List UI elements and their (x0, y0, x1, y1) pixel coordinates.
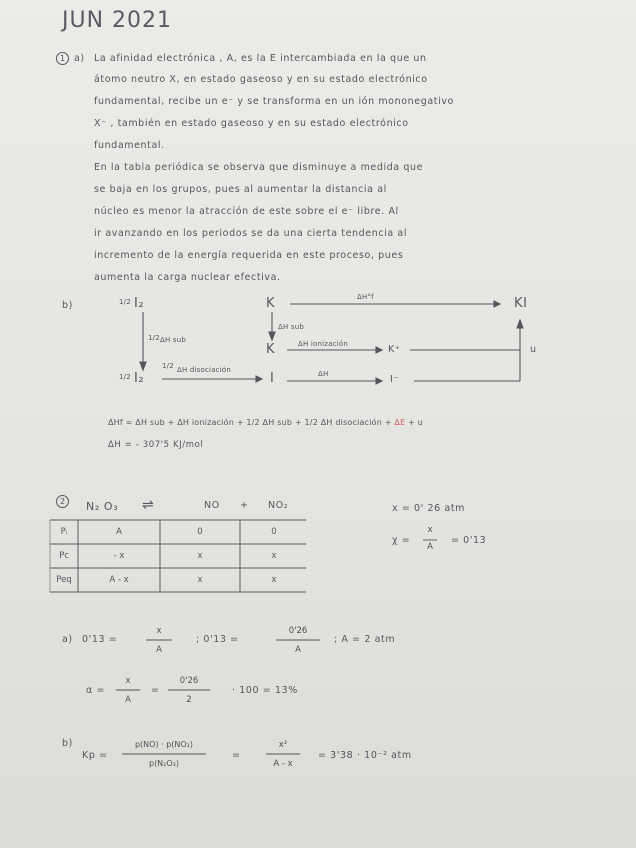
q2-b-label: b) (62, 738, 73, 749)
fraction-denominator: A (156, 645, 162, 655)
kp-denominator: p(N₂O₃) (148, 759, 179, 768)
chi-value: = 0'13 (451, 535, 487, 546)
table-cell: x (197, 551, 203, 561)
q2-a-label: a) (62, 634, 73, 645)
fraction-numerator: x² (278, 740, 288, 750)
table-cell: x (271, 551, 277, 561)
fraction-numerator: 0'26 (179, 676, 199, 686)
q1-line: incremento de la energía requerida en este proceso, pues (94, 250, 404, 261)
row-label: Pc (59, 551, 69, 561)
table-cell: x (271, 575, 277, 585)
chi-denominator: A (427, 542, 433, 552)
q1-result: ΔH = - 307'5 KJ/mol (108, 440, 204, 450)
chi-label: χ = (392, 535, 411, 546)
product-no: NO (204, 500, 220, 511)
q1-line: se baja en los grupos, pues al aumentar la distancia al (94, 184, 387, 195)
dissociation-enthalpy-label: ΔH disociación (177, 366, 231, 374)
alpha-lhs: α = (86, 685, 106, 696)
fraction-denominator: A - x (273, 759, 293, 769)
potassium-solid: K (266, 296, 276, 311)
iodine-atom: I (270, 371, 275, 386)
q1-line: La afinidad electrónica , A, es la E intercambiada en la que un (94, 53, 427, 64)
q1-line: En la tabla periódica se observa que disminuye a medida que (94, 162, 424, 173)
kp-numerator: p(NO) · p(NO₂) (134, 740, 194, 749)
potassium-cation: K⁺ (388, 344, 401, 355)
lattice-energy-label: u (530, 344, 537, 355)
chi-numerator: x (427, 525, 433, 535)
table-cell: A (116, 527, 122, 537)
half-coefficient: 1/2 (162, 362, 174, 370)
alpha-result: · 100 = 13% (232, 685, 298, 696)
product-no2: NO₂ (268, 500, 289, 511)
fraction-numerator: 0'26 (288, 626, 308, 636)
table-cell: A - x (109, 575, 129, 585)
kp-lhs: Kp = (82, 750, 108, 761)
q1-line: fundamental, recibe un e⁻ y se transforma en un ión mononegativo (94, 96, 454, 107)
equals-sign: = (151, 685, 160, 696)
half-coefficient: 1/2 (119, 298, 131, 306)
potassium-gas: K (266, 342, 276, 357)
page-date: JUN 2021 (62, 8, 173, 33)
table-cell: x (197, 575, 203, 585)
q1-b-label: b) (62, 300, 73, 311)
delta-e-term: ΔE (394, 418, 406, 427)
electron-affinity-label: ΔH (318, 370, 329, 378)
table-cell: 0 (271, 527, 277, 537)
fraction-numerator: x (156, 626, 162, 636)
ionization-enthalpy-label: ΔH ionización (298, 340, 348, 348)
row-label: Pᵢ (60, 527, 68, 537)
plus-sign: + (240, 500, 249, 511)
fraction-denominator: A (295, 645, 301, 655)
table-cell: 0 (197, 527, 203, 537)
kp-result: = 3'38 · 10⁻² atm (318, 750, 412, 761)
q1-line: átomo neutro X, en estado gaseoso y en su estado electrónico (94, 74, 428, 85)
sublimation-potassium-label: ΔH sub (278, 323, 305, 331)
half-coefficient: 1/2 (119, 373, 131, 381)
q1-a-label: a) (74, 53, 85, 64)
table-cell: - x (113, 551, 125, 561)
a-result: ; A = 2 atm (334, 634, 396, 645)
q1-line: ir avanzando en los periodos se da una cierta tendencia al (94, 228, 408, 239)
sublimation-iodine-label: ΔH sub (160, 336, 187, 344)
reactant: N₂ O₃ (86, 500, 119, 513)
question-2-number: 2 (56, 495, 69, 508)
row-label: Peq (56, 575, 72, 585)
q1-line: X⁻ , también en estado gaseoso y en su estado electrónico (94, 118, 409, 129)
chi-eq-lhs: 0'13 = (82, 634, 118, 645)
equals-sign: = (232, 750, 241, 761)
q1-line: fundamental. (94, 140, 165, 151)
iodide-anion: I⁻ (390, 374, 400, 385)
question-1-number: 1 (56, 52, 69, 65)
potassium-iodide: KI (514, 296, 528, 311)
q1-line: aumenta la carga nuclear efectiva. (94, 272, 281, 283)
equation-text: ΔHf = ΔH sub + ΔH ionización + 1/2 ΔH sub + 1/2 ΔH disociación + ΔE + u (108, 418, 424, 427)
iodine-molecule: I₂ (134, 296, 145, 311)
fraction-numerator: x (125, 676, 131, 686)
fraction-denominator: A (125, 695, 131, 705)
equilibrium-arrow: ⇌ (142, 497, 155, 513)
half-coefficient: 1/2 (148, 334, 160, 342)
formation-enthalpy-label: ΔH°f (357, 293, 374, 301)
q1-line: núcleo es menor la atracción de este sobre el e⁻ libre. Al (94, 206, 399, 217)
chi-eq-mid: ; 0'13 = (196, 634, 239, 645)
given-x: x = 0' 26 atm (392, 503, 466, 514)
fraction-denominator: 2 (186, 695, 192, 705)
iodine-gas-molecule: I₂ (134, 371, 145, 386)
